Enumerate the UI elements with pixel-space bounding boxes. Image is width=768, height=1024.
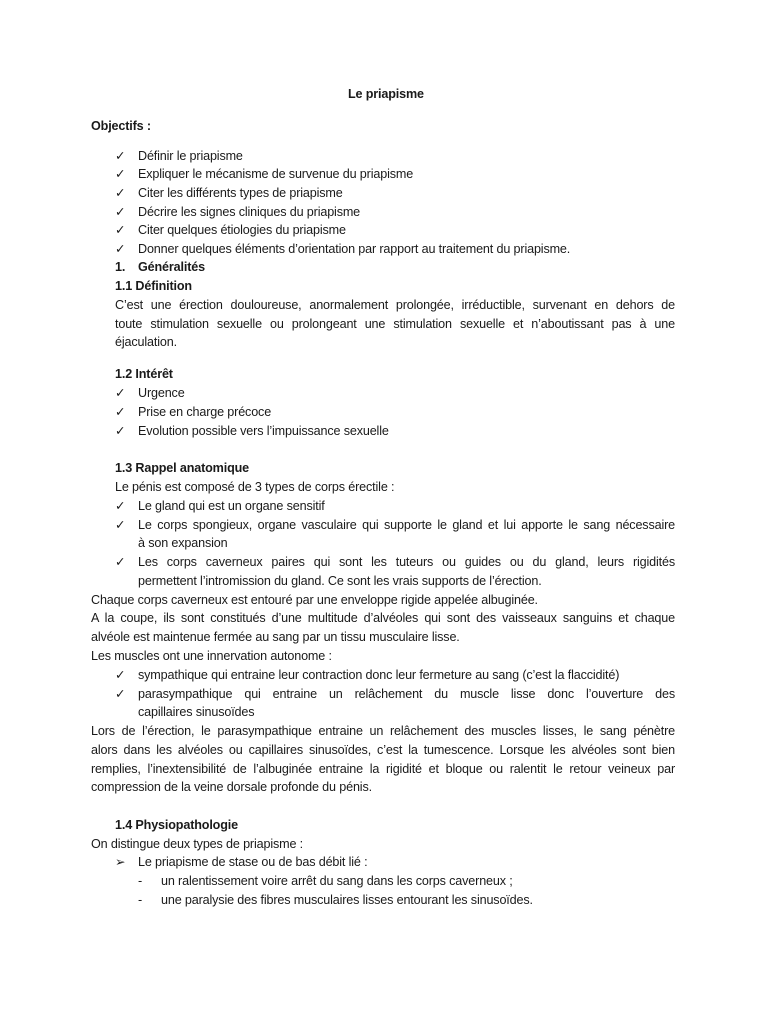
- checkmark-icon: ✓: [115, 242, 126, 256]
- checkmark-icon: ✓: [115, 424, 126, 438]
- objective-item: Donner quelques éléments d’orientation par rapport au traitement du priapisme.: [138, 242, 571, 256]
- checkmark-icon: ✓: [115, 167, 126, 181]
- erection-paragraph: Lors de l’érection, le parasympathique entraine un relâchement des muscles lisses, le sang pénètre: [91, 724, 675, 738]
- rappel-item: Les corps caverneux paires qui sont les tuteurs ou guides ou du gland, leurs rigidités: [138, 555, 675, 569]
- objective-item: Décrire les signes cliniques du priapisme: [138, 205, 361, 219]
- rappel-item-continued: à son expansion: [138, 536, 228, 550]
- subsection-heading-interet: 1.2 Intérêt: [115, 367, 173, 381]
- interet-item: Urgence: [138, 386, 185, 400]
- erection-paragraph: alors dans les alvéoles ou capillaires sinusoïdes, c’est la tumescence. Lorsque les alvéoles sont bien: [91, 743, 675, 757]
- objective-item: Expliquer le mécanisme de survenue du priapisme: [138, 167, 414, 181]
- checkmark-icon: ✓: [115, 149, 126, 163]
- checkmark-icon: ✓: [115, 555, 126, 569]
- rappel-paragraph: Chaque corps caverneux est entouré par une enveloppe rigide appelée albuginée.: [91, 593, 538, 607]
- physio-subitem: une paralysie des fibres musculaires lisses entourant les sinusoïdes.: [161, 893, 533, 907]
- objective-item: Citer les différents types de priapisme: [138, 186, 343, 200]
- checkmark-icon: ✓: [115, 518, 126, 532]
- definition-text-line: toute stimulation sexuelle ou prolongeant une stimulation sexuelle et n’aboutissant pas à une: [115, 317, 675, 331]
- physio-type: Le priapisme de stase ou de bas débit lié :: [138, 855, 368, 869]
- arrow-bullet-icon: ➢: [115, 855, 126, 869]
- rappel-paragraph: A la coupe, ils sont constitués d’une multitude d’alvéoles qui sont des vaisseaux sanguins et chaque: [91, 611, 675, 625]
- checkmark-icon: ✓: [115, 687, 126, 701]
- document-title: Le priapisme: [348, 87, 424, 101]
- subsection-heading-rappel: 1.3 Rappel anatomique: [115, 461, 250, 475]
- definition-text-line: C’est une érection douloureuse, anormalement prolongée, irréductible, survenant en dehors de: [115, 298, 675, 312]
- objectives-heading: Objectifs :: [91, 119, 151, 133]
- rappel-paragraph: alvéole est maintenue fermée au sang par un tissu musculaire lisse.: [91, 630, 460, 644]
- subsection-heading-physio: 1.4 Physiopathologie: [115, 818, 238, 832]
- erection-paragraph: remplies, l’inextensibilité de l’albuginée entraine la rigidité et bloque ou ralentit le retour veineux par: [91, 762, 675, 776]
- objective-item: Citer quelques étiologies du priapisme: [138, 223, 346, 237]
- checkmark-icon: ✓: [115, 499, 126, 513]
- interet-item: Evolution possible vers l’impuissance sexuelle: [138, 424, 389, 438]
- physio-subitem: un ralentissement voire arrêt du sang dans les corps caverneux ;: [161, 874, 513, 888]
- checkmark-icon: ✓: [115, 186, 126, 200]
- rappel-paragraph: Les muscles ont une innervation autonome :: [91, 649, 332, 663]
- dash-bullet-icon: -: [138, 874, 143, 888]
- rappel-item: Le gland qui est un organe sensitif: [138, 499, 325, 513]
- erection-paragraph: compression de la veine dorsale profonde du pénis.: [91, 780, 372, 794]
- physio-intro: On distingue deux types de priapisme :: [91, 837, 304, 851]
- section-heading-generalites: Généralités: [138, 260, 205, 274]
- rappel-item: Le corps spongieux, organe vasculaire qui supporte le gland et lui apporte le sang nécessaire: [138, 518, 675, 532]
- definition-text-line: éjaculation.: [115, 335, 177, 349]
- rappel-intro: Le pénis est composé de 3 types de corps érectile :: [115, 480, 395, 494]
- checkmark-icon: ✓: [115, 386, 126, 400]
- innervation-item-continued: capillaires sinusoïdes: [138, 705, 255, 719]
- innervation-item: parasympathique qui entraine un relâchement du muscle lisse donc l’ouverture des: [138, 687, 675, 701]
- rappel-item-continued: permettent l’intromission du gland. Ce sont les vrais supports de l’érection.: [138, 574, 542, 588]
- section-number: 1.: [115, 260, 126, 274]
- checkmark-icon: ✓: [115, 668, 126, 682]
- dash-bullet-icon: -: [138, 893, 143, 907]
- checkmark-icon: ✓: [115, 405, 126, 419]
- checkmark-icon: ✓: [115, 205, 126, 219]
- interet-item: Prise en charge précoce: [138, 405, 272, 419]
- innervation-item: sympathique qui entraine leur contraction donc leur fermeture au sang (c’est la flaccidité): [138, 668, 620, 682]
- subsection-heading-definition: 1.1 Définition: [115, 279, 192, 293]
- checkmark-icon: ✓: [115, 223, 126, 237]
- objective-item: Définir le priapisme: [138, 149, 243, 163]
